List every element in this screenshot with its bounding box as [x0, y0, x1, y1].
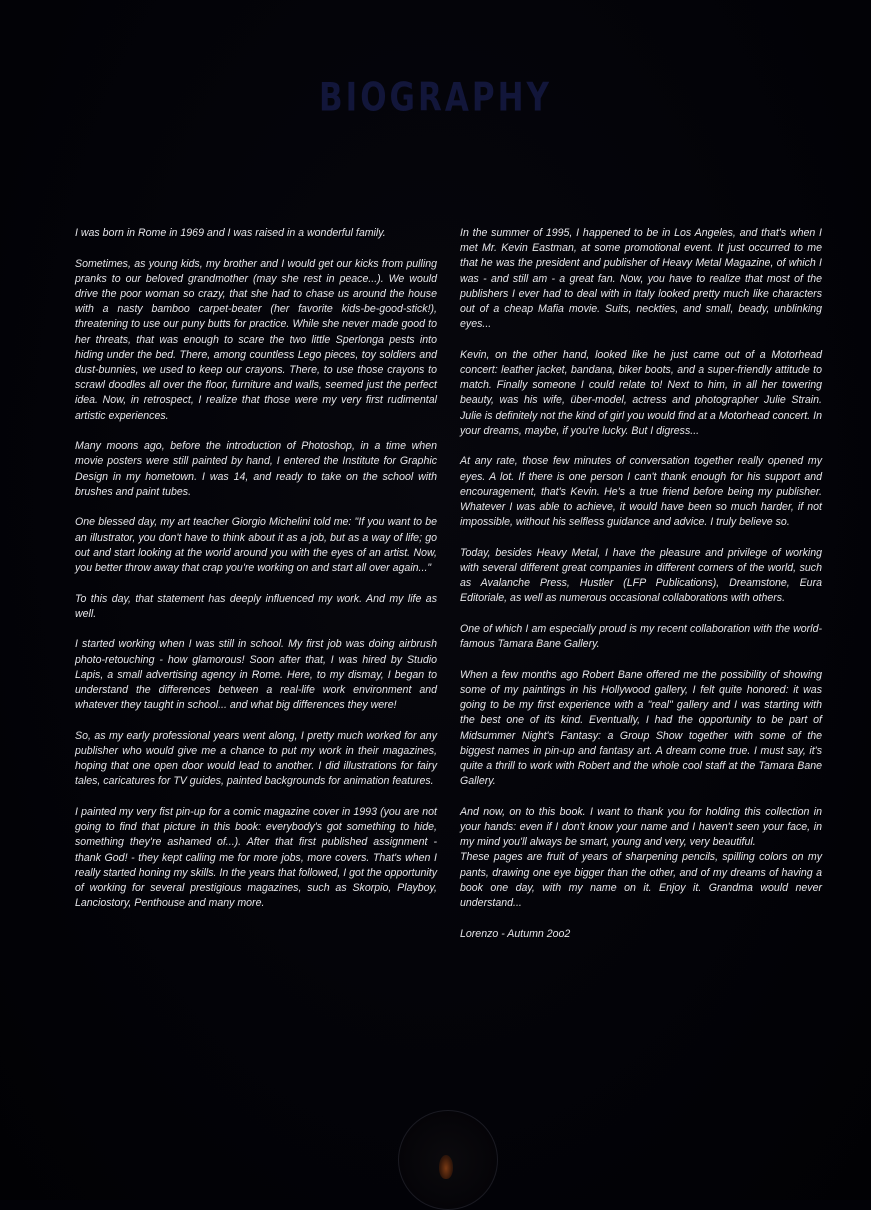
paragraph: One of which I am especially proud is my recent collaboration with the world-famous Tamara Bane Gallery. [460, 623, 822, 651]
signature: Lorenzo - Autumn 2oo2 [460, 927, 571, 940]
paragraph: Today, besides Heavy Metal, I have the pleasure and privilege of working with several different great companies in different corners of the world, such as Avalanche Press, Hustler (LFP Publications), Dreamstone, Eura Editoriale, as well as numerous occasional collaborations with others. [460, 546, 822, 605]
circular-emblem-icon [398, 1110, 498, 1210]
paragraph: When a few months ago Robert Bane offered me the possibility of showing some of my paintings in his Hollywood gallery, I felt quite honored: it was going to be my first experience with a "real" gallery and I was starting with the best one of its kind. Eventually, I had the opportunity to be part of Midsummer Night's Fantasy: a Group Show together with some of the biggest names in pin-up and fantasy art. A dream come true. I must say, it's quite a thrill to work with Robert and the whole cool staff at the Tamara Bane Gallery. [460, 668, 822, 788]
paragraph: In the summer of 1995, I happened to be in Los Angeles, and that's when I met Mr. Kevin Eastman, at some promotional event. It just occurred to me that he was the president and publisher of Heavy Metal Magazine, of which I was - and still am - a great fan. Now, you have to realize that most of the publishers I ever had to deal with in Italy looked pretty much like characters out of a cheap Mafia movie. Suits, neckties, and small, beady, unblinking eyes... [460, 227, 822, 331]
paragraph: To this day, that statement has deeply influenced my work. And my life as well. [75, 592, 437, 620]
left-column [75, 226, 437, 927]
paragraph: At any rate, those few minutes of conversation together really opened my eyes. A lot. If there is one person I can't thank enough for his support and encouragement, that's Kevin. He's a true friend before being my publisher. Whatever I was able to achieve, it would have been so much harder, if not impossible, without his selfless guidance and advice. I truly believe so. [460, 455, 822, 529]
paragraph: I painted my very fist pin-up for a comic magazine cover in 1993 (you are not going to find that picture in this book: everybody's got something to hide, something they're ashamed of...). After that first published assignment - thank God! - they kept calling me for more jobs, more covers. That's when I really started honing my skills. In the years that followed, I got the opportunity of working for several prestigious magazines, such as Skorpio, Playboy, Lanciostory, Penthouse and many more. [75, 806, 437, 910]
paragraph: I was born in Rome in 1969 and I was raised in a wonderful family. [75, 227, 386, 239]
paragraph: Sometimes, as young kids, my brother and I would get our kicks from pulling pranks to our beloved grandmother (may she rest in peace...). We would drive the poor woman so crazy, that she had to chase us around the house with a nasty bamboo carpet-beater (her favorite kids-be-good-stick!), threatening to use our puny butts for practice. While she never made good to her threats, that was enough to scare the two little Sperlonga pests into hiding under the bed. There, among countless Lego pieces, toy soldiers and dust-bunnies, we used to keep our crayons. There, to use those crayons to scrawl doodles all over the floor, furniture and walls, seemed just the perfect idea. Now, in retrospect, I realize that those were my very first rudimental artistic experiences. [75, 257, 437, 422]
flame-icon [439, 1155, 453, 1179]
paragraph: These pages are fruit of years of sharpening pencils, spilling colors on my pants, drawing one eye bigger than the other, and of my dreams of having a book one day, with my name on it. Enjoy it. Grandma would never understand... [460, 851, 822, 910]
paragraph: I started working when I was still in school. My first job was doing airbrush photo-retouching - how glamorous! Soon after that, I was hired by Studio Lapis, a small advertising agency in Rome. Here, to my dismay, I began to understand the differences between a real-life work environment and whatever they taught in school... and what big differences they were! [75, 638, 437, 712]
paragraph: Many moons ago, before the introduction of Photoshop, in a time when movie posters were still painted by hand, I entered the Institute for Graphic Design in my hometown. I was 14, and ready to take on the school with brushes and paint tubes. [75, 440, 437, 498]
paragraph: Kevin, on the other hand, looked like he just came out of a Motorhead concert: leather jacket, bandana, biker boots, and a super-friendly attitude to match. Finally someone I could relate to! Next to him, in all her towering beauty, was his wife, über-model, actress and photographer Julie Strain. Julie is definitely not the kind of girl you would find at a Motorhead concert. In your dreams, maybe, if you're lucky. But I digress... [460, 348, 822, 437]
paragraph: And now, on to this book. I want to thank you for holding this collection in your hands: even if I don't know your name and I haven't seen your face, in my mind you'll always be smart, young and very, very beautiful. [460, 805, 822, 849]
right-column [460, 226, 822, 957]
paragraph: One blessed day, my art teacher Giorgio Michelini told me: "If you want to be an illustrator, you don't have to think about it as a job, but as a way of life; go out and start looking at the world around you with the eyes of an artist. Now, you better throw away that crap you're working on and start all over again..." [75, 516, 437, 575]
paragraph: So, as my early professional years went along, I pretty much worked for any publisher who would give me a chance to put my work in their magazines, hoping that one open door would lead to another. I did illustrations for fairy tales, caricatures for TV guides, painted backgrounds for animation features. [75, 729, 437, 788]
page-title: BIOGRAPHY [319, 75, 552, 121]
